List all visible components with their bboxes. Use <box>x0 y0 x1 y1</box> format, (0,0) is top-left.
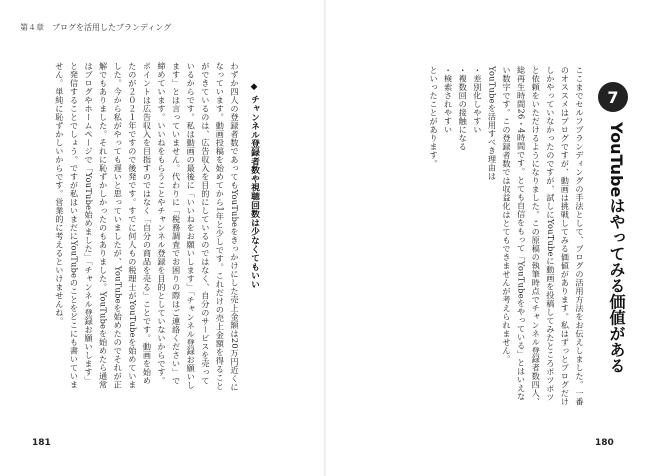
right-page <box>325 0 650 476</box>
left-body-paragraph: わずか四人の登録者数であってもYouTubeをきっかけにした売上金額は20万円近くになっています。動画投稿を始めてから1年と少しです。これだけの売上金額を得ることができているのは、広告収入を目的にしているのではなく、自分のサービスを売っているからです。私は動画の最後に「いいねをお願いします」「チャンネル登録お願いします」とは言っていません。代わりに「税務調査でお困りの際はご連絡ください」で締めています。いいねをもらうことやチャンネル登録を目的としていないからです。ポイントは広告収入を目指すのではなく「自分の商品を売る」ことです。動画を始めたのが２０２１年ですので後発です。すでに何人もの税理士がYouTubeを始めていました。今から私がやっても遅いと思っていましたが、YouTubeを始めたのでそれが正解でもありました。それに恥ずかしかったのもありました。YouTubeを始めたら通常はブログやホームページで「YouTube始めました」「チャンネル登録お願いします」と発信することでしょう。ですが私はいまだにYouTubeのことをどこにも書いていません。単純に恥ずかしいからです。営業的に考えるといけませんね。 <box>54 62 240 392</box>
diamond-bullet-icon: ◆ <box>249 82 259 92</box>
left-body-text <box>20 62 242 392</box>
section-heading-text: チャンネル登録者数や視聴回数は少なくてもいい <box>249 95 259 289</box>
right-body-content <box>426 66 587 406</box>
running-header: 第４章 ブログを活用したブランディング <box>20 23 172 32</box>
page-number-right: 180 <box>595 438 614 448</box>
bullet-item: ・差別化しやすい <box>472 66 483 134</box>
bullet-item: ・検索されやすい <box>443 66 454 134</box>
right-body-paragraph-3: といったことがあります。 <box>429 66 440 168</box>
section-heading <box>245 82 261 289</box>
right-body-paragraph-2: YouTubeを活用すべき理由は <box>487 66 498 181</box>
bullet-item: ・複数回の接触になる <box>458 66 469 151</box>
chapter-number-badge: 7 <box>598 82 628 112</box>
right-body-text <box>347 66 587 406</box>
section-title: YouTubeはやってみる価値がある <box>607 122 626 374</box>
page-number-left: 181 <box>32 438 51 448</box>
right-body-paragraph-1: ここまでセルフブランディングの手法として、ブログの活用方法をお伝えしました。一番のオススメはブログですが、動画は挑戦してみる価値があります。私はずっとブログだけしかやっていなかったのですが、試しにYouTubeに動画を投稿してみたところポツポツと依頼をいただけるようになりました。この原稿の執筆時点でチャンネル登録者数四人、総再生時間26・4時間です。とても自信をもって「YouTubeをやっている」とはいえない数字です。この登録者数では収益化はとてもできませんが考えられません。 <box>502 66 585 406</box>
